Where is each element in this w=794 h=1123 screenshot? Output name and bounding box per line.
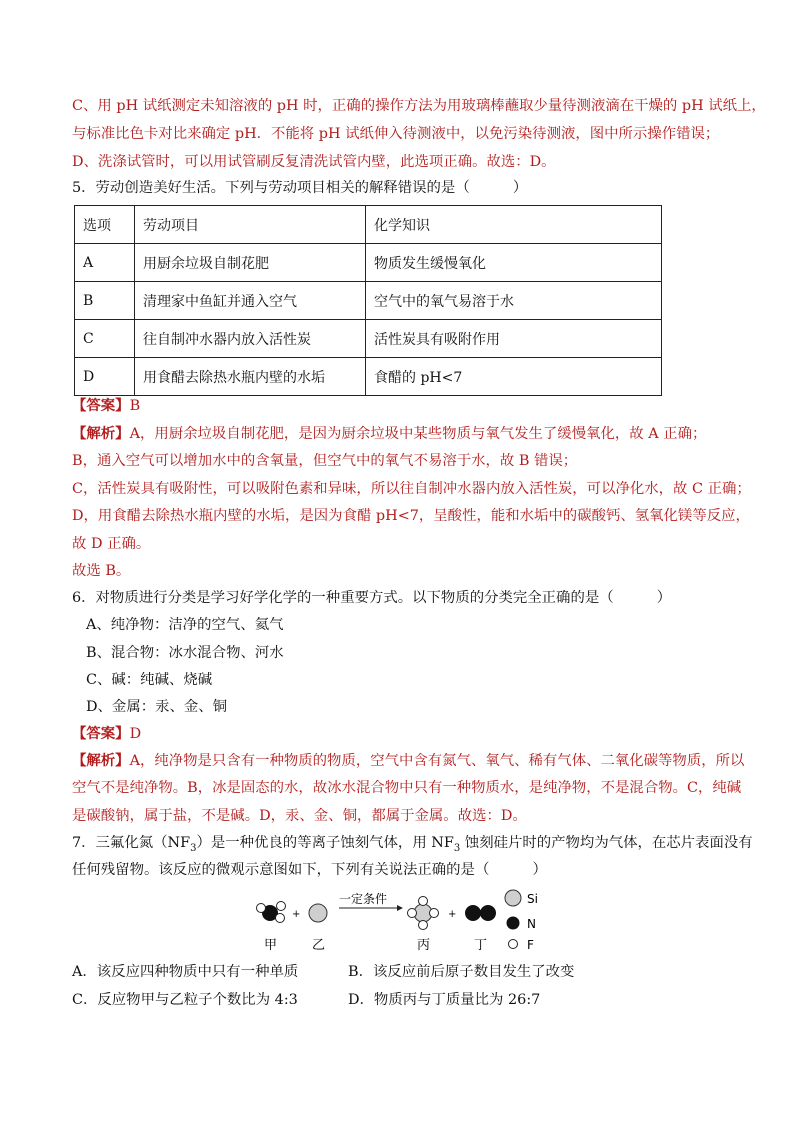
legend-si-label: Si bbox=[527, 892, 538, 906]
reaction-diagram bbox=[255, 885, 555, 955]
table-header-cell: 选项 bbox=[75, 206, 135, 244]
plus-sign: + bbox=[292, 909, 301, 920]
analysis-tag: 【解析】 bbox=[72, 752, 130, 769]
q5-analysis-line: D，用食醋去除热水瓶内壁的水垢，是因为食醋 pH<7，呈酸性，能和水垢中的碳酸钙、氢氧化镁等反应， bbox=[72, 508, 750, 524]
q6-option: B、混合物：冰水混合物、河水 bbox=[86, 645, 284, 661]
table-row bbox=[75, 320, 662, 358]
arrow-head-icon bbox=[397, 905, 403, 911]
q7-question-line2: 任何残留物。该反应的微观示意图如下，下列有关说法正确的是（ ） bbox=[72, 862, 547, 878]
table-cell: 用食醋去除热水瓶内壁的水垢 bbox=[135, 358, 366, 396]
legend-f-label: F bbox=[527, 938, 534, 952]
q4-text-line: 与标准比色卡对比来确定 pH．不能将 pH 试纸伸入待测液中，以免污染待测液，图中所示操作错误； bbox=[72, 126, 720, 142]
q6-option: A、纯净物：洁净的空气、氦气 bbox=[86, 617, 284, 633]
legend-f-icon bbox=[509, 940, 518, 949]
analysis-tag: 【解析】 bbox=[72, 425, 130, 442]
condition-label: 一定条件 bbox=[339, 892, 388, 906]
table-cell: A bbox=[75, 244, 135, 282]
molecule-bing bbox=[408, 897, 439, 930]
q5-analysis-line: 故 D 正确。 bbox=[72, 536, 151, 552]
q7-choice-c: C．反应物甲与乙粒子个数比为 4:3 bbox=[72, 992, 298, 1008]
table-cell: 空气中的氧气易溶于水 bbox=[366, 282, 662, 320]
q5-analysis-line: B，通入空气可以增加水中的含氧量，但空气中的氧气不易溶于水，故 B 错误； bbox=[72, 453, 578, 469]
q6-question: 6．对物质进行分类是学习好学化学的一种重要方式。以下物质的分类完全正确的是（ ） bbox=[72, 590, 672, 606]
table-row bbox=[75, 358, 662, 396]
table-row bbox=[75, 244, 662, 282]
legend-n-label: N bbox=[527, 917, 536, 931]
q4-text-line: C、用 pH 试纸测定未知溶液的 pH 时，正确的操作方法为用玻璃棒蘸取少量待测液滴在干燥的 pH 试纸上， bbox=[72, 98, 766, 114]
label-jia: 甲 bbox=[264, 938, 278, 953]
analysis-text: A，纯净物是只含有一种物质的物质，空气中含有氮气、氧气、稀有气体、二氧化碳等物质，所以 bbox=[129, 753, 745, 769]
q6-analysis-line: 是碳酸钠，属于盐，不是碱。D，汞、金、铜，都属于金属。故选：D。 bbox=[72, 808, 527, 824]
legend-si-icon bbox=[505, 890, 521, 906]
q7-question-line1 bbox=[72, 833, 753, 859]
q7-choice-b: B．该反应前后原子数目发生了改变 bbox=[348, 964, 575, 980]
table-cell: 用厨余垃圾自制花肥 bbox=[135, 244, 366, 282]
plus-sign: + bbox=[448, 909, 457, 920]
q5-answer bbox=[72, 396, 140, 416]
q6-option: D、金属：汞、金、铜 bbox=[86, 699, 228, 715]
q5-analysis-line: 故选 B。 bbox=[72, 563, 131, 579]
subscript: 3 bbox=[453, 842, 461, 854]
label-yi: 乙 bbox=[312, 938, 326, 953]
table-row bbox=[75, 282, 662, 320]
q6-option: C、碱：纯碱、烧碱 bbox=[86, 672, 213, 688]
q5-analysis-line: C，活性炭具有吸附性，可以吸附色素和异味，所以往自制冲水器内放入活性炭，可以净化水，故 C 正确； bbox=[72, 481, 751, 497]
label-ding: 丁 bbox=[474, 938, 488, 953]
q7-text: 蚀刻硅片时的产物均为气体，在芯片表面没有 bbox=[460, 835, 753, 851]
q7-text: 7．三氟化氮（NF bbox=[72, 835, 191, 851]
q7-choice-a: A．该反应四种物质中只有一种单质 bbox=[72, 964, 299, 980]
table-cell: 物质发生缓慢氧化 bbox=[366, 244, 662, 282]
table-cell: 清理家中鱼缸并通入空气 bbox=[135, 282, 366, 320]
q7-choice-d: D．物质丙与丁质量比为 26:7 bbox=[348, 992, 541, 1008]
answer-value: B bbox=[129, 398, 141, 414]
q5-question: 5．劳动创造美好生活。下列与劳动项目相关的解释错误的是（ ） bbox=[72, 180, 528, 196]
answer-value: D bbox=[129, 726, 142, 742]
q5-analysis-line bbox=[72, 424, 706, 444]
table-cell: 往自制冲水器内放入活性炭 bbox=[135, 320, 366, 358]
legend-n-icon bbox=[507, 917, 520, 930]
molecule-yi bbox=[309, 904, 327, 922]
table-cell: B bbox=[75, 282, 135, 320]
molecule-jia bbox=[257, 902, 286, 923]
label-bing: 丙 bbox=[417, 938, 431, 953]
analysis-text: A，用厨余垃圾自制花肥，是因为厨余垃圾中某些物质与氧气发生了缓慢氧化，故 A 正确； bbox=[129, 426, 707, 442]
table-header-row bbox=[75, 206, 662, 244]
table-cell: 活性炭具有吸附作用 bbox=[366, 320, 662, 358]
q6-analysis-line: 空气不是纯净物。B，冰是固态的水，故冰水混合物中只有一种物质水，是纯净物，不是混合物。C，纯碱 bbox=[72, 780, 742, 796]
table-cell: 食醋的 pH<7 bbox=[366, 358, 662, 396]
table-header-cell: 劳动项目 bbox=[135, 206, 366, 244]
answer-tag: 【答案】 bbox=[72, 725, 130, 742]
table-cell: C bbox=[75, 320, 135, 358]
table-header-cell: 化学知识 bbox=[366, 206, 662, 244]
subscript: 3 bbox=[190, 842, 197, 854]
q6-analysis-line bbox=[72, 751, 744, 771]
q6-answer bbox=[72, 724, 141, 744]
q7-text: ）是一种优良的等离子蚀刻气体，用 NF bbox=[196, 835, 454, 851]
answer-tag: 【答案】 bbox=[72, 397, 130, 414]
q4-text-line: D、洗涤试管时，可以用试管刷反复清洗试管内壁，此选项正确。故选：D。 bbox=[72, 154, 556, 170]
molecule-ding bbox=[465, 905, 496, 921]
q5-table bbox=[74, 205, 662, 396]
table-cell: D bbox=[75, 358, 135, 396]
